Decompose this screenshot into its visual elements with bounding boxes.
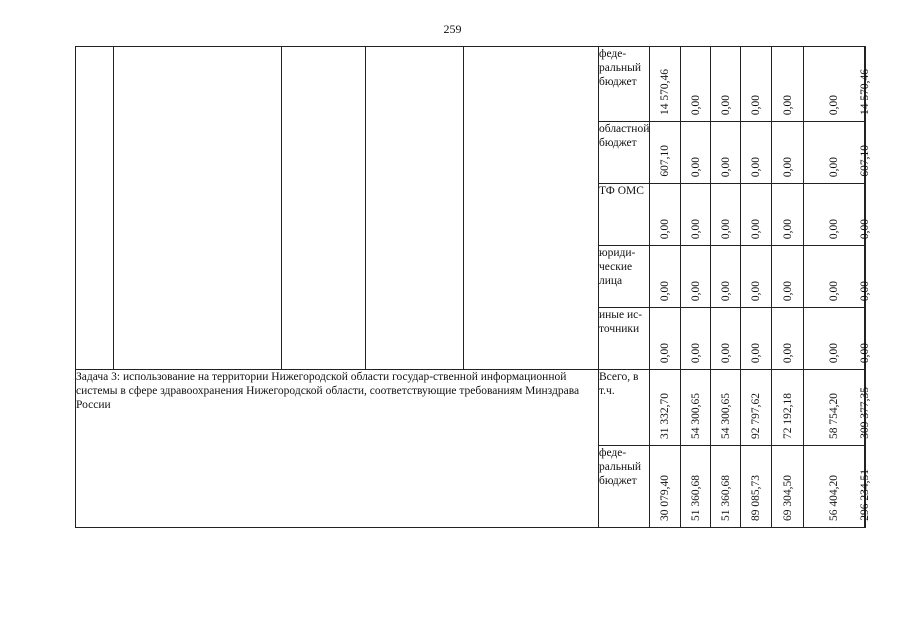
funding-source: феде- ральный бюджет — [599, 47, 650, 122]
funding-source: ТФ ОМС — [599, 184, 650, 246]
value-cell: 0,00 — [741, 122, 772, 184]
value-cell: 54 300,65 — [711, 370, 741, 446]
value-cell: 0,00 — [741, 47, 772, 122]
value-cell: 0,00 — [681, 122, 711, 184]
value-cell: 0,00 — [865, 184, 866, 246]
value-cell: 0,00 — [711, 122, 741, 184]
value-cell: 51 360,68 — [711, 446, 741, 528]
value-cell: 92 797,62 — [741, 370, 772, 446]
value-cell: 0,00 — [711, 47, 741, 122]
value-cell: 0,00 — [650, 246, 681, 308]
value-cell: 0,00 — [741, 308, 772, 370]
value-cell: 54 300,65 — [681, 370, 711, 446]
value-cell: 51 360,68 — [681, 446, 711, 528]
value-cell: 0,00 — [865, 246, 866, 308]
value-cell: 309 377,35 — [865, 370, 866, 446]
value-cell: 0,00 — [711, 184, 741, 246]
funding-source: иные ис- точники — [599, 308, 650, 370]
funding-source: Всего, в т.ч. — [599, 370, 650, 446]
funding-source: областной бюджет — [599, 122, 650, 184]
value-cell: 296 234,51 — [865, 446, 866, 528]
value-cell: 0,00 — [804, 47, 865, 122]
value-cell: 58 754,20 — [804, 370, 865, 446]
empty-cell — [114, 47, 282, 370]
value-cell: 607,10 — [865, 122, 866, 184]
value-cell: 0,00 — [741, 246, 772, 308]
value-cell: 0,00 — [681, 246, 711, 308]
value-cell: 0,00 — [772, 308, 804, 370]
value-cell: 14 570,46 — [650, 47, 681, 122]
value-cell: 0,00 — [772, 184, 804, 246]
value-cell: 0,00 — [741, 184, 772, 246]
empty-cell — [76, 47, 114, 370]
value-cell: 0,00 — [650, 308, 681, 370]
value-cell: 0,00 — [711, 246, 741, 308]
table-row — [76, 47, 866, 122]
value-cell: 0,00 — [865, 308, 866, 370]
funding-source: феде- ральный бюджет — [599, 446, 650, 528]
value-cell: 31 332,70 — [650, 370, 681, 446]
value-cell: 0,00 — [804, 308, 865, 370]
page-number: 259 — [443, 22, 462, 36]
value-cell: 30 079,40 — [650, 446, 681, 528]
value-cell: 0,00 — [650, 184, 681, 246]
value-cell: 0,00 — [772, 246, 804, 308]
value-cell: 72 192,18 — [772, 370, 804, 446]
value-cell: 56 404,20 — [804, 446, 865, 528]
table-row — [76, 370, 866, 446]
empty-cell — [282, 47, 366, 370]
value-cell: 0,00 — [681, 47, 711, 122]
value-cell: 14 570,46 — [865, 47, 866, 122]
value-cell: 607,10 — [650, 122, 681, 184]
value-cell: 0,00 — [804, 122, 865, 184]
value-cell: 69 304,50 — [772, 446, 804, 528]
budget-table — [75, 46, 872, 528]
value-cell: 0,00 — [804, 246, 865, 308]
value-cell: 0,00 — [772, 47, 804, 122]
empty-cell — [464, 47, 599, 370]
funding-source: юриди- ческие лица — [599, 246, 650, 308]
value-cell: 0,00 — [804, 184, 865, 246]
value-cell: 89 085,73 — [741, 446, 772, 528]
value-cell: 0,00 — [681, 308, 711, 370]
value-cell: 0,00 — [681, 184, 711, 246]
empty-cell — [366, 47, 464, 370]
value-cell: 0,00 — [772, 122, 804, 184]
task-3-description: Задача 3: использование на территории Нижегородской области государ-ственной информационной системы в сфере здравоохранения Нижегородской области, соответствующие требованиям Минздрава России — [76, 370, 599, 528]
value-cell: 0,00 — [711, 308, 741, 370]
